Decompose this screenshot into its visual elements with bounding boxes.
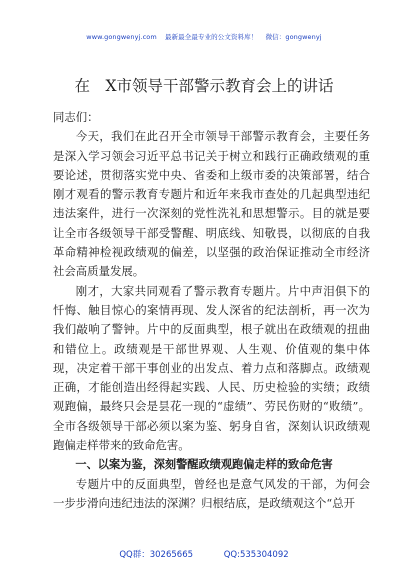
site-header bbox=[0, 32, 408, 41]
site-slogan: 最新最全最专业的公文资料库！ bbox=[164, 33, 258, 41]
document-title: 在 X市领导干部警示教育会上的讲话 bbox=[74, 77, 334, 95]
document-body bbox=[53, 108, 370, 513]
salutation: 同志们： bbox=[53, 110, 99, 124]
paragraph-3: 专题片中的反面典型，曾经也是意气风发的干部，为何会一步步滑向违纪违法的深渊？归根结底，是政绩观这个“总开 bbox=[53, 476, 370, 510]
qq-group: QQ群：30265665 bbox=[119, 550, 194, 560]
qq-number: QQ:535304092 bbox=[223, 550, 289, 560]
wechat-id: 微信：gongwenyj bbox=[265, 33, 322, 41]
site-url[interactable]: www.gongwenyj.com bbox=[86, 33, 157, 41]
section-heading: 一、以案为鉴，深刻警醒政绩观跑偏走样的致命危害 bbox=[75, 458, 333, 472]
paragraph-1: 今天，我们在此召开全市领导干部警示教育会，主要任务是深入学习领会习近平总书记关于树立和践行正确政绩观的重要论述，贯彻落实党中央、省委和上级市委的决策部署，结合刚才观看的警示教育专题片和近年来我市查处的几起典型违纪违法案件，进行一次深刻的党性洗礼和思想警示。目的就是要让全市各级领导干部受警醒、明底线、知敬畏，以彻底的自我革命精神检视政绩观的偏差，以坚强的政治保证推动全市经济社会高质量发展。 bbox=[53, 129, 370, 279]
site-footer bbox=[0, 548, 408, 560]
paragraph-2: 刚才，大家共同观看了警示教育专题片。片中声泪俱下的忏悔、触目惊心的案情再现、发人深省的纪法剖析，再一次为我们敲响了警钟。片中的反面典型，根子就出在政绩观的扭曲和错位上。政绩观是干部世界观、人生观、价值观的集中体现，决定着干部干事创业的出发点、着力点和落脚点。政绩观正确，才能创造出经得起实践、人民、历史检验的实绩；政绩观跑偏，最终只会是昙花一现的“虚绩”、劳民伤财的“败绩”。全市各级领导干部必须以案为鉴、躬身自省，深刻认识政绩观跑偏走样带来的致命危害。 bbox=[53, 283, 370, 453]
